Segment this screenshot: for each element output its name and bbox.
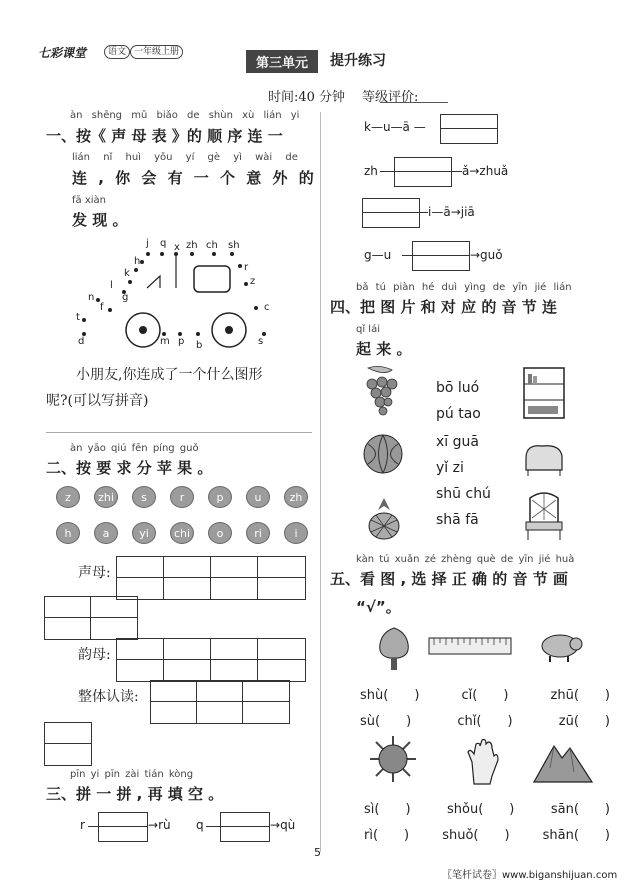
ruler-image xyxy=(428,636,512,656)
apple: chi xyxy=(170,522,194,544)
sec1-question-2: 呢?(可以写拼音) xyxy=(46,393,149,409)
sec1-title-3: 发 现 。 xyxy=(72,211,128,229)
sec3-r-initial: r xyxy=(80,818,85,832)
sec3-answer-box-guo[interactable] xyxy=(412,241,470,271)
apple: o xyxy=(208,522,232,544)
sec2-pinyin: àn yāo qiú fēn píng guǒ xyxy=(70,443,199,454)
sec5-row-1 xyxy=(360,684,610,703)
subject-pill: 语文 xyxy=(104,45,130,59)
apple: h xyxy=(56,522,80,544)
sec3-answer-box-kua[interactable] xyxy=(440,114,498,144)
connector-line xyxy=(452,171,462,172)
option-shuo[interactable]: shuǒ( ) xyxy=(442,828,510,843)
apple: ri xyxy=(246,522,270,544)
word-boluo: bō luó xyxy=(436,380,480,396)
dot-label-p: p xyxy=(178,336,185,347)
zhengti-answer-grid-extra[interactable] xyxy=(44,722,92,766)
option-su[interactable]: sù( ) xyxy=(360,714,412,729)
sec5-pinyin: kàn tú xuǎn zé zhèng què de yīn jié huà xyxy=(356,554,575,565)
sec3-qu-result: →qù xyxy=(270,818,296,832)
sec3-zhua-result: ǎ→zhuǎ xyxy=(462,164,509,178)
option-ci[interactable]: cǐ( ) xyxy=(461,688,509,703)
apple: zhi xyxy=(94,486,118,508)
apple: yi xyxy=(132,522,156,544)
shengmu-answer-grid[interactable] xyxy=(116,556,306,600)
sec1-separator xyxy=(46,432,312,433)
option-si[interactable]: sì( ) xyxy=(364,802,411,817)
brand-logo: 七彩课堂 xyxy=(38,46,87,60)
sec1-question-1: 小朋友,你连成了一个什么图形 xyxy=(76,367,263,383)
option-shan[interactable]: shān( ) xyxy=(542,828,610,843)
dot-label-zh: zh xyxy=(186,240,198,251)
option-shou[interactable]: shǒu( ) xyxy=(447,802,515,817)
sec3-title: 三、拼 一 拼 , 再 填 空 。 xyxy=(46,785,224,803)
watermelon-image xyxy=(362,432,404,476)
word-shuchu: shū chú xyxy=(436,486,491,502)
label-zhengti: 整体认读: xyxy=(78,689,139,705)
mountain-image xyxy=(532,738,594,784)
grade-pill: 一年级上册 xyxy=(130,45,183,59)
connector-line xyxy=(380,171,394,172)
sec5-row-3 xyxy=(364,798,610,817)
label-yunmu: 韵母: xyxy=(78,647,111,663)
apple: zh xyxy=(284,486,308,508)
apple: r xyxy=(170,486,194,508)
sec3-answer-box-qu[interactable] xyxy=(220,812,270,842)
unit-badge: 第三单元 xyxy=(246,50,318,73)
tree-image xyxy=(376,626,412,672)
sec3-kua-text: k—u—ā — xyxy=(364,120,426,134)
option-chi[interactable]: chǐ( ) xyxy=(457,714,513,729)
word-yizi: yǐ zi xyxy=(436,460,464,476)
pig-image xyxy=(536,630,586,664)
connector-line xyxy=(206,826,220,827)
chair-image xyxy=(520,488,568,542)
sec4-pinyin-1: bǎ tú piàn hé duì yìng de yīn jié lián xyxy=(356,282,572,293)
page-number: 5 xyxy=(314,846,321,859)
sec3-jia-result: i—ā→jiā xyxy=(428,205,475,219)
sec3-qu-text: qù xyxy=(280,818,296,832)
dot-label-d: d xyxy=(78,336,85,347)
apple: z xyxy=(56,486,80,508)
pineapple-image xyxy=(362,496,406,542)
word-putao: pú tao xyxy=(436,406,481,422)
dot-label-n: n xyxy=(88,292,95,303)
sec5-row-2 xyxy=(360,710,610,729)
page-title: 提升练习 xyxy=(330,53,386,69)
sofa-image xyxy=(520,436,570,478)
dot-label-k: k xyxy=(124,268,130,279)
dot-label-f: f xyxy=(100,302,104,313)
apple: u xyxy=(246,486,270,508)
option-zhu[interactable]: zhū( ) xyxy=(550,688,610,703)
apple: a xyxy=(94,522,118,544)
word-xigua: xī guā xyxy=(436,434,479,450)
dot-label-c: c xyxy=(264,302,270,313)
apples-row-1 xyxy=(56,486,308,508)
sec2-title: 二、按 要 求 分 苹 果 。 xyxy=(46,459,213,477)
dot-label-m: m xyxy=(160,336,170,347)
bookshelf-image xyxy=(520,366,568,420)
sec4-title-1: 四、把 图 片 和 对 应 的 音 节 连 xyxy=(330,298,558,316)
dot-label-h: h xyxy=(134,256,141,267)
sec4-pinyin-2: qǐ lái xyxy=(356,324,380,335)
dot-label-b: b xyxy=(196,340,203,351)
sec3-zh-initial: zh xyxy=(364,164,378,178)
sec3-answer-box-zhua[interactable] xyxy=(394,157,452,187)
connector-line xyxy=(402,255,412,256)
dot-label-q: q xyxy=(160,238,167,249)
sec3-gu-text: g—u xyxy=(364,248,392,262)
sec1-title-2: 连 , 你 会 有 一 个 意 外 的 xyxy=(72,169,314,187)
option-san[interactable]: sān( ) xyxy=(550,802,610,817)
label-shengmu: 声母: xyxy=(78,565,111,581)
sec3-answer-box-ru[interactable] xyxy=(98,812,148,842)
sec3-ru-result: →rù xyxy=(148,818,171,832)
dot-label-x: x xyxy=(174,242,180,253)
dot-label-s: s xyxy=(258,336,264,347)
sec1-title-1: 一、按《 声 母 表 》的 顺 序 连 一 xyxy=(46,127,283,145)
option-zu[interactable]: zū( ) xyxy=(558,714,610,729)
dot-label-sh: sh xyxy=(228,240,240,251)
shengmu-answer-grid-extra[interactable] xyxy=(44,596,138,640)
sec5-title: 五、看 图 , 选 择 正 确 的 音 节 画 xyxy=(330,570,568,588)
dot-label-r: r xyxy=(244,262,249,273)
grade-eval-label: 等级评价: xyxy=(362,90,419,105)
apple: s xyxy=(132,486,156,508)
sec1-pinyin-3: fā xiàn xyxy=(72,195,106,206)
sec3-answer-box-jia[interactable] xyxy=(362,198,420,228)
word-shafa: shā fā xyxy=(436,512,479,528)
sec5-checkmark-hint: “√”。 xyxy=(356,598,401,616)
option-ri[interactable]: rì( ) xyxy=(364,828,410,843)
connector-line xyxy=(420,212,428,213)
apple: p xyxy=(208,486,232,508)
grade-eval-underline xyxy=(380,102,448,103)
hand-image xyxy=(462,736,502,786)
sun-image xyxy=(368,734,418,784)
yunmu-answer-grid[interactable] xyxy=(116,638,306,682)
option-shu[interactable]: shù( ) xyxy=(360,688,420,703)
dot-label-t: t xyxy=(76,312,80,323)
column-divider xyxy=(320,112,321,852)
dot-label-ch: ch xyxy=(206,240,218,251)
site-watermark: 〖笔杆试卷〗www.biganshijuan.com xyxy=(442,870,618,881)
sec1-pinyin-2: lián nǐ huì yǒu yí gè yì wài de xyxy=(72,152,298,163)
dot-label-l: l xyxy=(110,280,113,291)
zhengti-answer-grid[interactable] xyxy=(150,680,290,724)
grapes-image xyxy=(358,362,404,420)
time-label: 时间:40 分钟 xyxy=(268,90,346,105)
sec1-pinyin-1: àn shēng mǔ biǎo de shùn xù lián yi xyxy=(70,110,300,121)
sec3-ru-text: rù xyxy=(158,818,171,832)
apple: i xyxy=(284,522,308,544)
sec3-q-initial: q xyxy=(196,818,204,832)
sec4-title-2: 起 来 。 xyxy=(356,340,412,358)
dot-label-j: j xyxy=(146,238,149,249)
dot-label-z: z xyxy=(250,276,256,287)
dot-label-g: g xyxy=(122,292,129,303)
connector-line xyxy=(88,826,98,827)
sec3-pinyin: pīn yi pīn zài tián kòng xyxy=(70,769,194,780)
sec3-guo-result: →guǒ xyxy=(470,248,503,262)
apples-row-2 xyxy=(56,522,308,544)
sec5-row-4 xyxy=(364,824,610,843)
